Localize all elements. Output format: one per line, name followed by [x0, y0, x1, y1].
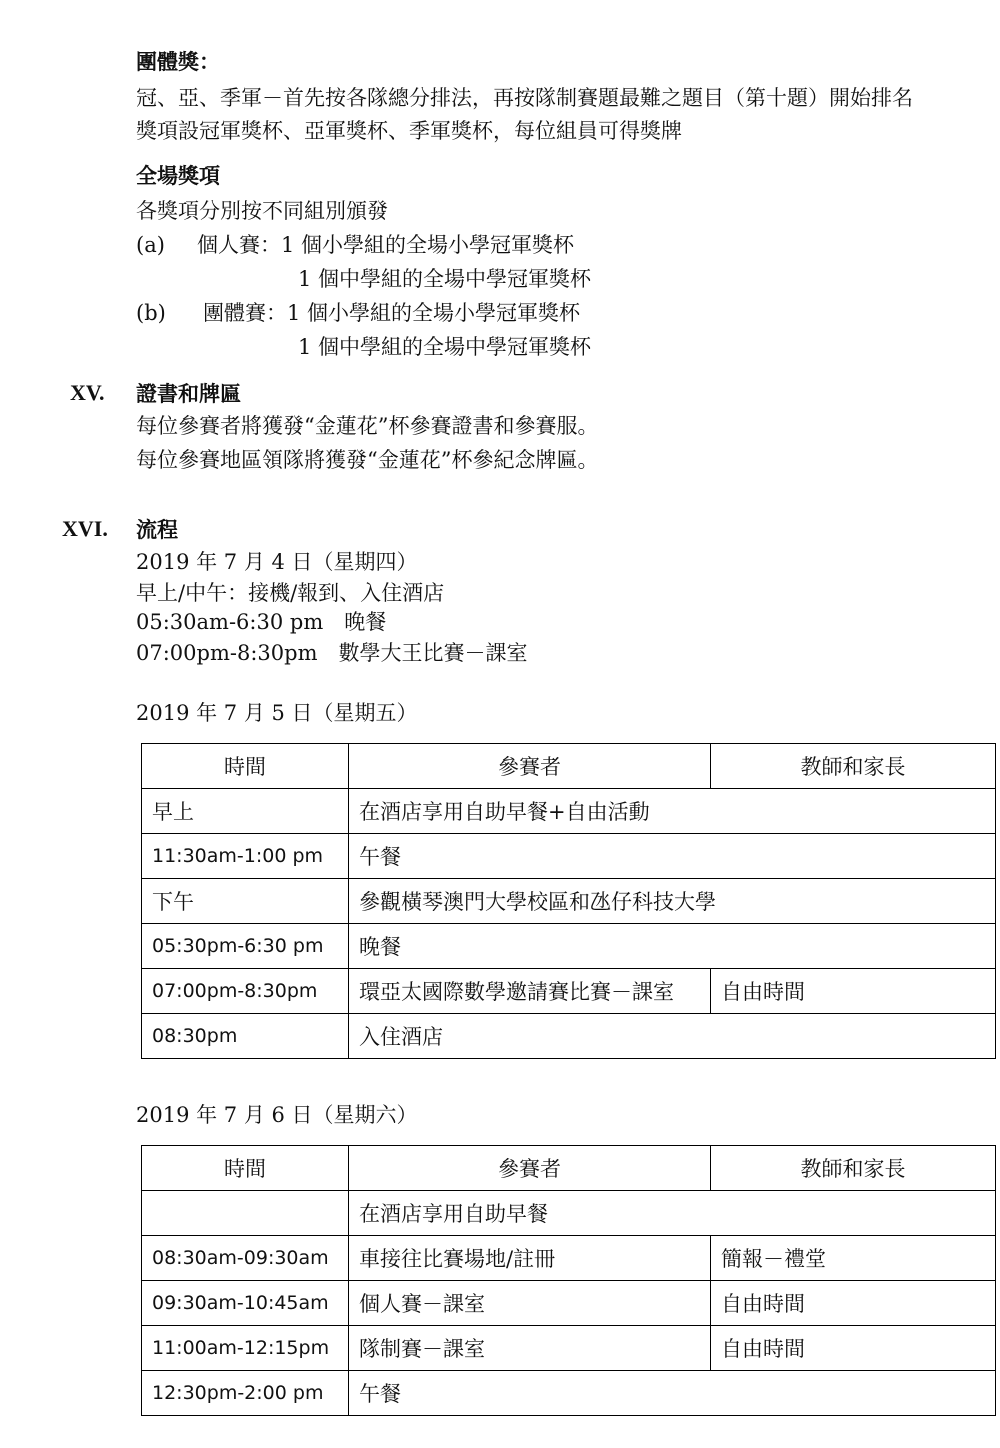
- table-row: [142, 1281, 996, 1326]
- team-award-title: 團體獎：: [136, 49, 220, 74]
- table-header-row: [142, 744, 996, 789]
- item-b-line-2: 1 個中學組的全場中學冠軍獎杯: [298, 335, 592, 359]
- row-participant: 在酒店享用自助早餐+自由活動: [349, 789, 996, 834]
- row-participant: 在酒店享用自助早餐: [349, 1191, 996, 1236]
- table-row: [142, 1371, 996, 1416]
- header-participant: 參賽者: [349, 1146, 711, 1191]
- header-time: 時間: [142, 1146, 349, 1191]
- row-participant: 午餐: [349, 1371, 996, 1416]
- team-award-line-2: 獎項設冠軍獎杯、亞軍獎杯、季軍獎杯，每位組員可得獎牌: [136, 119, 682, 143]
- row-time: 05:30pm-6:30 pm: [142, 924, 349, 969]
- item-a-label: (a): [136, 233, 165, 257]
- section-16-title: 流程: [136, 517, 178, 542]
- row-participant: 參觀橫琴澳門大學校區和氹仔科技大學: [349, 879, 996, 924]
- row-time: 12:30pm-2:00 pm: [142, 1371, 349, 1416]
- table-row: [142, 879, 996, 924]
- row-participant: 車接往比賽場地/註冊: [349, 1236, 711, 1281]
- section-15-title: 證書和牌匾: [136, 381, 241, 406]
- row-teacher: 自由時間: [711, 1326, 996, 1371]
- row-teacher: 自由時間: [711, 1281, 996, 1326]
- header-teacher: 教師和家長: [711, 1146, 996, 1191]
- row-teacher: 自由時間: [711, 969, 996, 1014]
- item-b-label: (b): [136, 301, 166, 325]
- table-row: [142, 1236, 996, 1281]
- table-row: [142, 1191, 996, 1236]
- section-16-number: XVI.: [62, 516, 108, 541]
- item-a-line-1: 個人賽：1 個小學組的全場小學冠軍獎杯: [197, 233, 575, 257]
- row-time: [142, 1191, 349, 1236]
- table-row: [142, 1326, 996, 1371]
- table-row: [142, 924, 996, 969]
- section-15-number: XV.: [70, 380, 105, 405]
- row-time: 下午: [142, 879, 349, 924]
- day2-schedule-table: [141, 743, 996, 1059]
- row-participant: 入住酒店: [349, 1014, 996, 1059]
- header-teacher: 教師和家長: [711, 744, 996, 789]
- day3-schedule-table: [141, 1145, 996, 1416]
- row-time: 07:00pm-8:30pm: [142, 969, 349, 1014]
- row-time: 11:00am-12:15pm: [142, 1326, 349, 1371]
- row-teacher: 簡報－禮堂: [711, 1236, 996, 1281]
- day3-date: 2019 年 7 月 6 日（星期六）: [136, 1103, 418, 1127]
- row-time: 08:30am-09:30am: [142, 1236, 349, 1281]
- overall-award-title: 全場獎項: [136, 163, 220, 188]
- row-participant: 環亞太國際數學邀請賽比賽－課室: [349, 969, 711, 1014]
- table-row: [142, 834, 996, 879]
- table-row: [142, 1014, 996, 1059]
- overall-award-intro: 各獎項分別按不同組別頒發: [136, 199, 388, 223]
- row-participant: 晚餐: [349, 924, 996, 969]
- day1-date: 2019 年 7 月 4 日（星期四）: [136, 550, 418, 574]
- row-time: 11:30am-1:00 pm: [142, 834, 349, 879]
- section-15-line-2: 每位參賽地區領隊將獲發“金蓮花”杯參紀念牌匾。: [136, 448, 599, 472]
- day1-item-3: 07:00pm-8:30pm 數學大王比賽－課室: [136, 641, 528, 665]
- row-participant: 隊制賽－課室: [349, 1326, 711, 1371]
- day1-item-2: 05:30am-6:30 pm 晚餐: [136, 610, 387, 634]
- row-participant: 個人賽－課室: [349, 1281, 711, 1326]
- table-row: [142, 969, 996, 1014]
- row-participant: 午餐: [349, 834, 996, 879]
- table-header-row: [142, 1146, 996, 1191]
- row-time: 08:30pm: [142, 1014, 349, 1059]
- day2-date: 2019 年 7 月 5 日（星期五）: [136, 701, 418, 725]
- row-time: 早上: [142, 789, 349, 834]
- header-time: 時間: [142, 744, 349, 789]
- section-15-line-1: 每位參賽者將獲發“金蓮花”杯參賽證書和參賽服。: [136, 414, 599, 438]
- item-a-line-2: 1 個中學組的全場中學冠軍獎杯: [298, 267, 592, 291]
- row-time: 09:30am-10:45am: [142, 1281, 349, 1326]
- table-row: [142, 789, 996, 834]
- item-b-line-1: 團體賽：1 個小學組的全場小學冠軍獎杯: [203, 301, 581, 325]
- team-award-line-1: 冠、亞、季軍－首先按各隊總分排法，再按隊制賽題最難之題目（第十題）開始排名: [136, 86, 913, 110]
- day1-item-1: 早上/中午：接機/報到、入住酒店: [136, 581, 445, 605]
- header-participant: 參賽者: [349, 744, 711, 789]
